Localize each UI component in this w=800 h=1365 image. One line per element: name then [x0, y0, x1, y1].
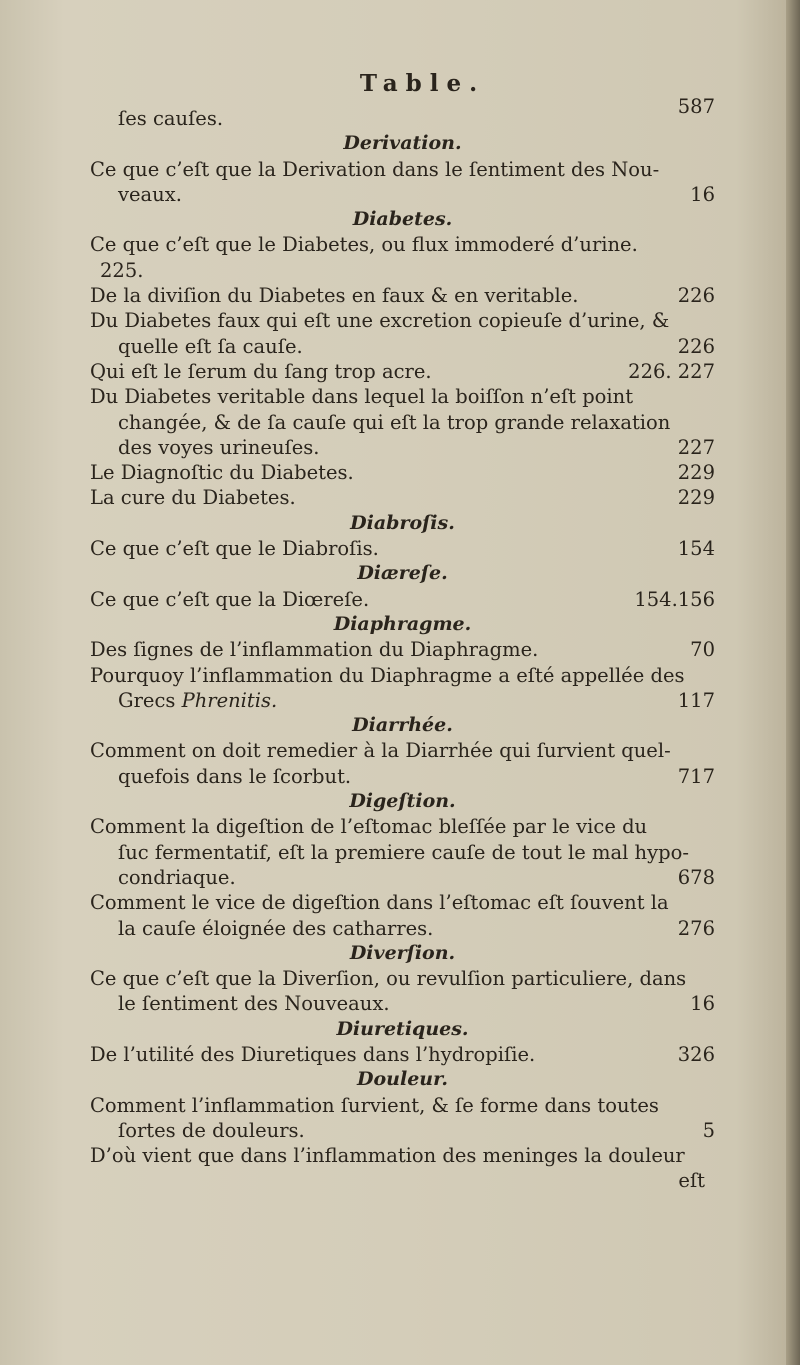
entry-text: La cure du Diabetes.	[90, 486, 296, 510]
index-entry	[90, 1143, 715, 1168]
page-number: 117	[677, 688, 715, 712]
index-entry	[90, 890, 715, 915]
entry-continuation	[90, 334, 715, 359]
entry-text: Comment l’inflammation ſurvient, & ſe forme dans toutes	[90, 1093, 659, 1117]
entry-italic-text: Phrenitis.	[181, 688, 278, 712]
index-entry	[90, 663, 715, 688]
index-entry	[90, 587, 715, 612]
entry-continuation	[90, 435, 715, 460]
entry-continuation	[90, 865, 715, 890]
entry-text: Du Diabetes faux qui eſt une excretion copieuſe d’urine, &	[90, 309, 670, 333]
entry-text: Ce que c’eſt que la Diœreſe.	[90, 587, 370, 611]
index-entry	[90, 1093, 715, 1118]
entry-text: Ce que c’eſt que la Diverſion, ou revulſion particuliere, dans	[90, 967, 687, 991]
entry-text: Le Diagnoſtic du Diabetes.	[90, 461, 354, 485]
index-entry	[90, 359, 715, 384]
entry-text: condriaque.	[118, 865, 236, 889]
index-entry	[90, 1042, 715, 1067]
catchword	[90, 1168, 715, 1193]
index-entry	[90, 814, 715, 839]
entry-continuation	[90, 991, 715, 1016]
page-number: 717	[677, 764, 715, 788]
page-number: 154.156	[634, 587, 715, 611]
page-number: 226	[677, 334, 715, 358]
entry-continuation	[90, 764, 715, 789]
entry-text: la cauſe éloignée des catharres.	[118, 916, 434, 940]
entry-continuation	[90, 840, 715, 865]
page-number: 16	[690, 182, 715, 206]
entry-continuation	[90, 410, 715, 435]
entry-text: Ce que c’eſt que la Derivation dans le ſentiment des Nou-	[90, 157, 660, 181]
section-heading: Diuretiques.	[336, 1017, 469, 1040]
page-number: 587	[677, 95, 715, 118]
page-number: 70	[690, 638, 715, 662]
page-number: 227	[677, 435, 715, 459]
entry-text: Ce que c’eſt que le Diabetes, ou flux immoderé d’urine.	[90, 233, 638, 257]
index-entry	[90, 966, 715, 991]
entry-text: 225.	[100, 258, 144, 282]
page-number: 16	[690, 992, 715, 1016]
entry-text: des voyes urineuſes.	[118, 435, 320, 459]
entry-text: Ce que c’eſt que le Diabroſis.	[90, 537, 379, 561]
page-number: 226. 227	[628, 359, 715, 383]
page-edge-shadow	[786, 0, 800, 1365]
page-number: 678	[677, 865, 715, 889]
entry-text: quelle eſt ſa cauſe.	[118, 334, 303, 358]
index-entry	[90, 95, 715, 131]
entry-text: le ſentiment des Nouveaux.	[118, 992, 390, 1016]
entry-text: De la diviſion du Diabetes en faux & en veritable.	[90, 284, 579, 308]
entry-text: Des ſignes de l’inflammation du Diaphragme.	[90, 638, 539, 662]
index-entry	[90, 308, 715, 333]
index-entry	[90, 738, 715, 763]
index-entry	[90, 384, 715, 409]
entry-text: quefois dans le ſcorbut.	[118, 764, 352, 788]
entry-text: Grecs	[118, 688, 182, 712]
page-number: 5	[702, 1118, 715, 1142]
entry-continuation	[90, 1118, 715, 1143]
section-heading: Diverſion.	[349, 941, 456, 964]
entry-text: veaux.	[118, 182, 182, 206]
entry-text: ſortes de douleurs.	[118, 1118, 305, 1142]
page-number: 276	[677, 916, 715, 940]
entry-text: ſes cauſes.	[118, 107, 224, 130]
page-number: 154	[677, 537, 715, 561]
index-entry	[90, 283, 715, 308]
page-number: 229	[677, 486, 715, 510]
entry-continuation	[90, 688, 715, 713]
running-head: Table.	[359, 70, 486, 97]
index-content	[90, 70, 715, 1194]
entry-text: eſt	[678, 1169, 705, 1193]
entry-text: changée, & de ſa cauſe qui eſt la trop grande relaxation	[118, 410, 671, 434]
section-heading: Digeſtion.	[349, 790, 456, 813]
entry-continuation	[90, 916, 715, 941]
entry-text: Qui eſt le ſerum du ſang trop acre.	[90, 359, 432, 383]
section-heading: Derivation.	[343, 132, 462, 155]
index-lines	[90, 95, 715, 1194]
entry-text: Comment on doit remedier à la Diarrhée qui ſurvient quel-	[90, 739, 671, 763]
section-heading: Diabetes.	[352, 208, 453, 231]
section-heading: Douleur.	[357, 1068, 448, 1091]
entry-text: De l’utilité des Diuretiques dans l’hydropiſie.	[90, 1042, 536, 1066]
index-entry	[90, 485, 715, 510]
entry-continuation	[90, 258, 715, 283]
entry-text: ſuc fermentatif, eſt la premiere cauſe de tout le mal hypo-	[118, 840, 689, 864]
index-entry	[90, 637, 715, 662]
entry-text: Comment la digeſtion de l’eſtomac bleſſée par le vice du	[90, 815, 648, 839]
entry-text: Comment le vice de digeſtion dans l’eſtomac eſt ſouvent la	[90, 891, 669, 915]
page-number: 229	[677, 461, 715, 485]
page-number: 326	[677, 1042, 715, 1066]
entry-text: Pourquoy l’inflammation du Diaphragme a eſté appellée des	[90, 663, 685, 687]
index-entry	[90, 536, 715, 561]
entry-text: Du Diabetes veritable dans lequel la boiſſon n’eſt point	[90, 385, 634, 409]
section-heading: Diaphragme.	[333, 612, 472, 635]
index-entry	[90, 460, 715, 485]
section-heading: Diabroſis.	[350, 511, 455, 534]
index-entry	[90, 157, 715, 182]
page-number: 226	[677, 284, 715, 308]
section-heading: Diæreſe.	[357, 562, 448, 585]
entry-continuation	[90, 182, 715, 207]
entry-text: D’où vient que dans l’inflammation des meninges la douleur	[90, 1144, 685, 1168]
index-entry	[90, 232, 715, 257]
section-heading: Diarrhée.	[352, 714, 453, 737]
